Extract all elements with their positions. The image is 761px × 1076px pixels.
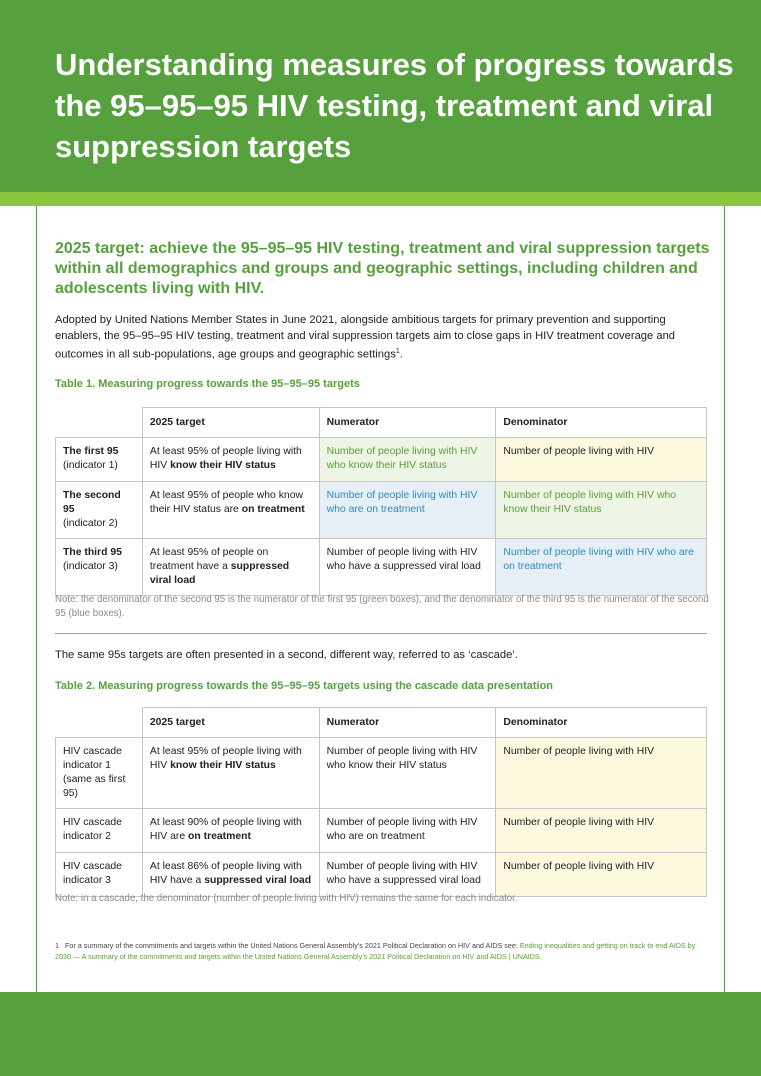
footnote-number: 1 <box>55 941 59 950</box>
target-emphasis: suppressed viral load <box>149 561 290 586</box>
target-emphasis: on treatment <box>241 504 305 515</box>
row-title: The second 95 <box>63 490 121 515</box>
row-indicator: (indicator 2) <box>63 518 118 529</box>
denominator-cell-yellow: Number of people living with HIV <box>496 438 707 482</box>
target-text: At least 86% of people living with HIV have a <box>149 861 302 886</box>
target-cell <box>142 809 319 853</box>
footer-band <box>0 992 761 1076</box>
table-row <box>56 809 707 853</box>
intro-text: Adopted by United Nations Member States in June 2021, alongside ambitious targets for primary prevention and supporting enablers, the 95–95–95 HIV testing, treatment and viral suppression targets aim to close gaps in HIV treatment coverage and outcomes in all sub-populations, age groups and geographic settings <box>55 314 676 361</box>
table1-header-row <box>56 408 707 438</box>
target-cell <box>142 738 319 809</box>
row-header: HIV cascade indicator 1 (same as first 95) <box>56 738 143 809</box>
numerator-cell: Number of people living with HIV who have a suppressed viral load <box>319 853 496 897</box>
intro-paragraph <box>55 312 710 363</box>
footnote-text: For a summary of the commitments and targets within the United Nations General Assembly’s 2021 Political Declaration on HIV and AIDS see: <box>65 941 520 950</box>
table2-caption: Table 2. Measuring progress towards the 95–95–95 targets using the cascade data presentation <box>55 680 554 692</box>
denominator-cell-yellow: Number of people living with HIV <box>496 853 707 897</box>
header-band <box>0 0 761 192</box>
numerator-cell-blue: Number of people living with HIV who are on treatment <box>319 482 496 539</box>
table1-caption: Table 1. Measuring progress towards the 95–95–95 targets <box>55 378 360 390</box>
target-emphasis: suppressed viral load <box>204 875 312 886</box>
footnote-reference[interactable]: 1 <box>395 348 400 355</box>
header-accent-stripe <box>0 192 761 206</box>
target-emphasis: on treatment <box>188 831 251 842</box>
target-text: At least 95% of people on treatment have a <box>149 547 269 572</box>
table1-corner-cell <box>56 408 143 438</box>
target-text: At least 95% of people who know their HIV status are <box>149 490 303 515</box>
target-subtitle: 2025 target: achieve the 95–95–95 HIV testing, treatment and viral suppression targets within all demographics and groups and geographic settings, including children and adolescents living with HIV. <box>55 240 710 297</box>
row-indicator: (indicator 3) <box>63 561 118 572</box>
table-row <box>56 539 707 596</box>
target-cell <box>142 853 319 897</box>
row-header: HIV cascade indicator 3 <box>56 853 143 897</box>
denominator-cell-yellow: Number of people living with HIV <box>496 809 707 853</box>
target-text: At least 95% of people living with HIV <box>149 446 302 471</box>
numerator-cell: Number of people living with HIV who know their HIV status <box>319 738 496 809</box>
target-emphasis: know their HIV status <box>170 760 276 771</box>
target-cell <box>142 539 319 596</box>
denominator-cell-green: Number of people living with HIV who know their HIV status <box>496 482 707 539</box>
footnote <box>55 940 707 962</box>
target-cell <box>142 438 319 482</box>
target-emphasis: know their HIV status <box>170 460 276 471</box>
table2 <box>55 707 707 897</box>
table1-header-target: 2025 target <box>142 408 319 438</box>
table2-note: Note: in a cascade, the denominator (number of people living with HIV) remains the same for each indicator. <box>55 893 518 904</box>
table1-note: Note: the denominator of the second 95 is the numerator of the first 95 (green boxes), and the denominator of the third 95 is the numerator of the second 95 (blue boxes). <box>55 594 709 619</box>
denominator-cell-yellow: Number of people living with HIV <box>496 738 707 809</box>
table1-header-numerator: Numerator <box>319 408 496 438</box>
table2-header-denominator: Denominator <box>496 708 707 738</box>
target-text: At least 90% of people living with HIV are <box>149 817 302 842</box>
table-row <box>56 853 707 897</box>
table-row <box>56 438 707 482</box>
footnote-link[interactable]: Ending inequalities and getting on track to end AIDS by 2030 — A summary of the commitments and targets within the United Nations General Assembly’s 2021 Political Declaration on HIV and AIDS | UNAIDS. <box>55 941 696 961</box>
table2-corner-cell <box>56 708 143 738</box>
page-title: Understanding measures of progress towards the 95–95–95 HIV testing, treatment and viral suppression targets <box>55 47 734 164</box>
table1 <box>55 407 707 596</box>
table2-header-row <box>56 708 707 738</box>
numerator-cell: Number of people living with HIV who have a suppressed viral load <box>319 539 496 596</box>
numerator-cell-green: Number of people living with HIV who know their HIV status <box>319 438 496 482</box>
cascade-intro: The same 95s targets are often presented in a second, different way, referred to as ‘cascade’. <box>55 649 518 661</box>
table2-header-numerator: Numerator <box>319 708 496 738</box>
table-row <box>56 738 707 809</box>
table2-header-target: 2025 target <box>142 708 319 738</box>
row-header <box>56 438 143 482</box>
left-border-line <box>36 206 37 992</box>
table-row <box>56 482 707 539</box>
row-title: The third 95 <box>63 547 122 558</box>
right-border-line <box>724 206 725 992</box>
denominator-cell-blue: Number of people living with HIV who are on treatment <box>496 539 707 596</box>
row-header <box>56 539 143 596</box>
section-divider <box>55 633 707 634</box>
target-cell <box>142 482 319 539</box>
row-title: The first 95 <box>63 446 119 457</box>
numerator-cell: Number of people living with HIV who are on treatment <box>319 809 496 853</box>
row-header <box>56 482 143 539</box>
intro-end: . <box>399 348 403 361</box>
row-indicator: (indicator 1) <box>63 460 118 471</box>
target-text: At least 95% of people living with HIV <box>149 746 302 771</box>
table1-header-denominator: Denominator <box>496 408 707 438</box>
row-header: HIV cascade indicator 2 <box>56 809 143 853</box>
